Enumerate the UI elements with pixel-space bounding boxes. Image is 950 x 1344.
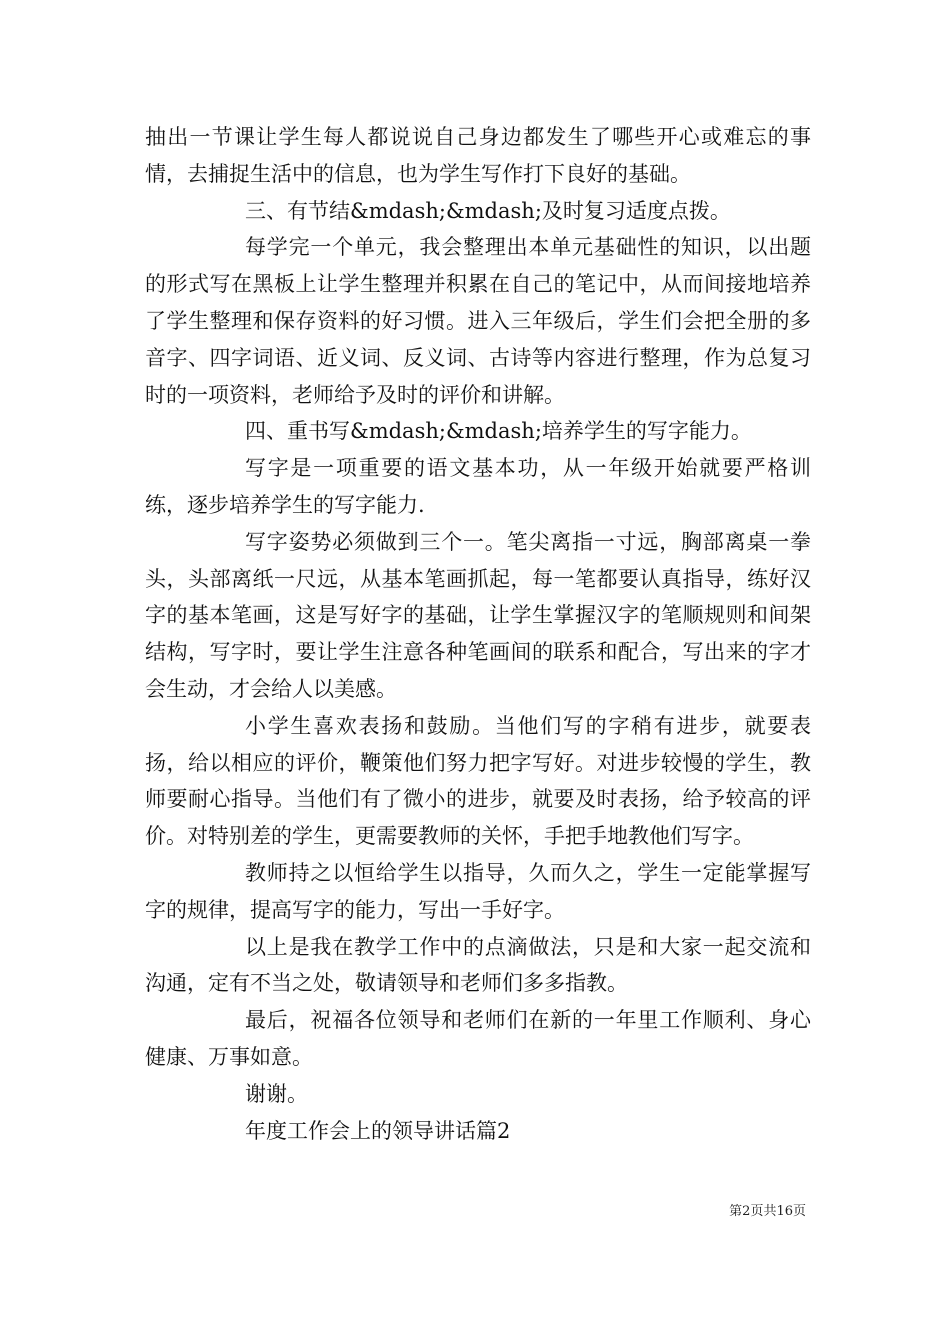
paragraph-persistence: 教师持之以恒给学生以指导，久而久之，学生一定能掌握写字的规律，提高写字的能力，写出一手好字。: [145, 860, 811, 922]
paragraph-review: 每学完一个单元，我会整理出本单元基础性的知识，以出题的形式写在黑板上让学生整理并积累在自己的笔记中，从而间接地培养了学生整理和保存资料的好习惯。进入三年级后，学生们会把全册的多音字、四字词语、近义词、反义词、古诗等内容进行整理，作为总复习时的一项资料，老师给予及时的评价和讲解。: [145, 235, 811, 407]
section-heading-four: 四、重书写&mdash;&mdash;培养学生的写字能力。: [245, 419, 752, 444]
page-number-footer: 第2页共16页: [729, 1204, 806, 1219]
paragraph-thanks: 谢谢。: [245, 1081, 308, 1106]
paragraph-encouragement: 小学生喜欢表扬和鼓励。当他们写的字稍有进步，就要表扬，给以相应的评价，鞭策他们努力把字写好。对进步较慢的学生，教师要耐心指导。当他们有了微小的进步，就要及时表扬，给予较高的评价。对特别差的学生，更需要教师的关怀，手把手地教他们写字。: [145, 713, 811, 849]
paragraph-writing-basics: 写字是一项重要的语文基本功，从一年级开始就要严格训练，逐步培养学生的写字能力.: [145, 456, 811, 517]
document-body: [145, 119, 811, 1149]
next-article-title: 年度工作会上的领导讲话篇2: [245, 1118, 511, 1143]
section-heading-three: 三、有节结&mdash;&mdash;及时复习适度点拨。: [245, 198, 731, 223]
paragraph-writing-posture: 写字姿势必须做到三个一。笔尖离指一寸远，胸部离桌一拳头，头部离纸一尺远，从基本笔画抓起，每一笔都要认真指导，练好汉字的基本笔画，这是写好字的基础，让学生掌握汉字的笔顺规则和间架结构，写字时，要让学生注意各种笔画间的联系和配合，写出来的字才会生动，才会给人以美感。: [145, 529, 811, 701]
paragraph-continuation: 抽出一节课让学生每人都说说自己身边都发生了哪些开心或难忘的事情，去捕捉生活中的信息，也为学生写作打下良好的基础。: [145, 125, 811, 186]
paragraph-summary: 以上是我在教学工作中的点滴做法，只是和大家一起交流和沟通，定有不当之处，敬请领导和老师们多多指教。: [145, 934, 811, 996]
paragraph-blessing: 最后，祝福各位领导和老师们在新的一年里工作顺利、身心健康、万事如意。: [145, 1008, 811, 1069]
